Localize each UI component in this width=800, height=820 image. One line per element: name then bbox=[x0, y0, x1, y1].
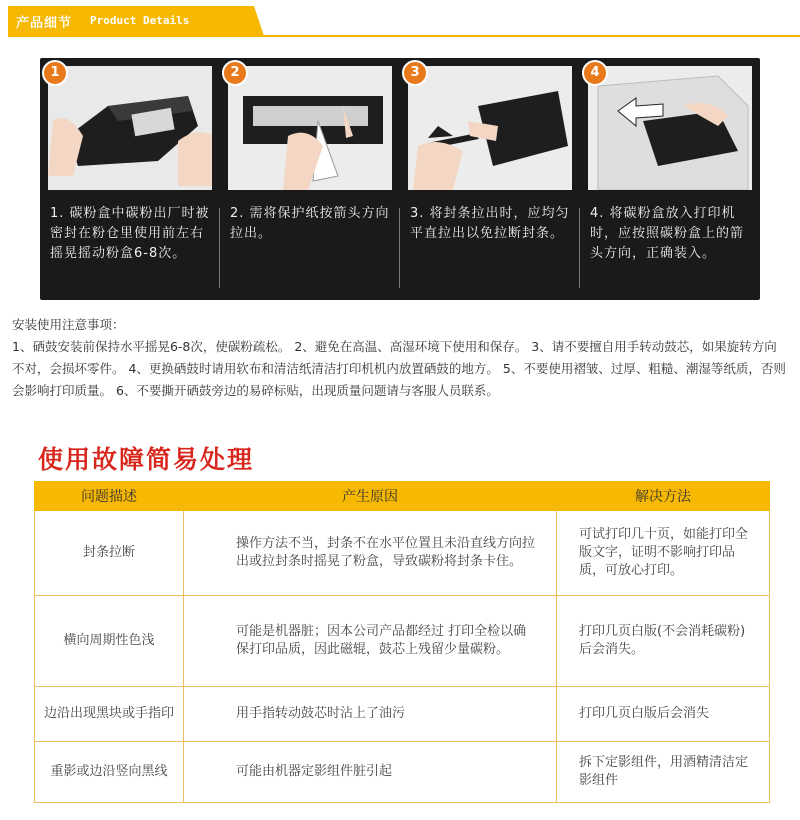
usage-notes bbox=[12, 314, 788, 402]
cell-cause: 可能是机器脏；因本公司产品都经过 打印全检以确保打印品质，因此磁辊，鼓芯上残留少量碳粉。 bbox=[184, 596, 557, 687]
step-3-photo bbox=[408, 66, 572, 190]
cell-solution: 打印几页白版后会消失 bbox=[557, 687, 770, 742]
cell-cause: 可能由机器定影组件脏引起 bbox=[184, 742, 557, 803]
col-header-solution: 解决方法 bbox=[557, 482, 770, 511]
section-header bbox=[0, 0, 800, 40]
step-4-caption: 4. 将碳粉盒放入打印机时，应按照碳粉盒上的箭头方向，正确装入。 bbox=[590, 206, 745, 261]
col-header-problem: 问题描述 bbox=[35, 482, 184, 511]
step-3-badge: 3 bbox=[402, 60, 428, 86]
step-4-badge: 4 bbox=[582, 60, 608, 86]
step-1 bbox=[40, 58, 220, 300]
table-row bbox=[35, 511, 770, 596]
table-row bbox=[35, 742, 770, 803]
step-2 bbox=[220, 58, 400, 300]
cell-solution: 可试打印几十页，如能打印全版文字，证明不影响打印品质，可放心打印。 bbox=[557, 511, 770, 596]
step-1-photo bbox=[48, 66, 212, 190]
header-title-en: Product Details bbox=[90, 14, 190, 27]
cell-problem: 封条拉断 bbox=[35, 511, 184, 596]
step-4 bbox=[580, 58, 760, 300]
table-row bbox=[35, 596, 770, 687]
cell-problem: 重影或边沿竖向黑线 bbox=[35, 742, 184, 803]
step-3 bbox=[400, 58, 580, 300]
step-2-photo bbox=[228, 66, 392, 190]
cell-solution: 拆下定影组件，用酒精清洁定影组件 bbox=[557, 742, 770, 803]
step-1-badge: 1 bbox=[42, 60, 68, 86]
install-steps-panel bbox=[40, 58, 760, 300]
cell-problem: 横向周期性色浅 bbox=[35, 596, 184, 687]
table-row bbox=[35, 687, 770, 742]
cell-problem: 边沿出现黑块或手指印 bbox=[35, 687, 184, 742]
step-2-badge: 2 bbox=[222, 60, 248, 86]
table-header-row bbox=[35, 482, 770, 511]
col-header-cause: 产生原因 bbox=[184, 482, 557, 511]
cell-cause: 用手指转动鼓芯时沾上了油污 bbox=[184, 687, 557, 742]
cell-cause: 操作方法不当，封条不在水平位置且未沿直线方向拉出或拉封条时摇晃了粉盒，导致碳粉将封条卡住。 bbox=[184, 511, 557, 596]
step-2-caption: 2. 需将保护纸按箭头方向拉出。 bbox=[230, 206, 390, 241]
step-1-caption: 1. 碳粉盒中碳粉出厂时被密封在粉仓里使用前左右摇晃摇动粉盒6-8次。 bbox=[50, 206, 210, 261]
notes-heading: 安装使用注意事项： bbox=[12, 317, 125, 332]
header-title-cn: 产品细节 bbox=[16, 16, 73, 31]
notes-body: 1、硒鼓安装前保持水平摇晃6-8次，使碳粉疏松。 2、避免在高温、高湿环境下使用和保存。 3、请不要擅自用手转动鼓芯，如果旋转方向不对，会损坏零件。 4、更换硒鼓时请用软布和清洁纸清洁打印机机内放置硒鼓的地方。 5、不要使用褶皱、过厚、粗糙、潮湿等纸质，否则会影响打印质量。 6、不要撕开硒鼓旁边的易碎标贴，出现质量问题请与客服人员联系。 bbox=[12, 339, 786, 398]
step-4-photo bbox=[588, 66, 752, 190]
troubleshoot-title: 使用故障简易处理 bbox=[38, 445, 255, 474]
troubleshoot-table bbox=[34, 481, 770, 803]
step-3-caption: 3. 将封条拉出时，应均匀平直拉出以免拉断封条。 bbox=[410, 206, 570, 241]
cell-solution: 打印几页白版(不会消耗碳粉)后会消失。 bbox=[557, 596, 770, 687]
